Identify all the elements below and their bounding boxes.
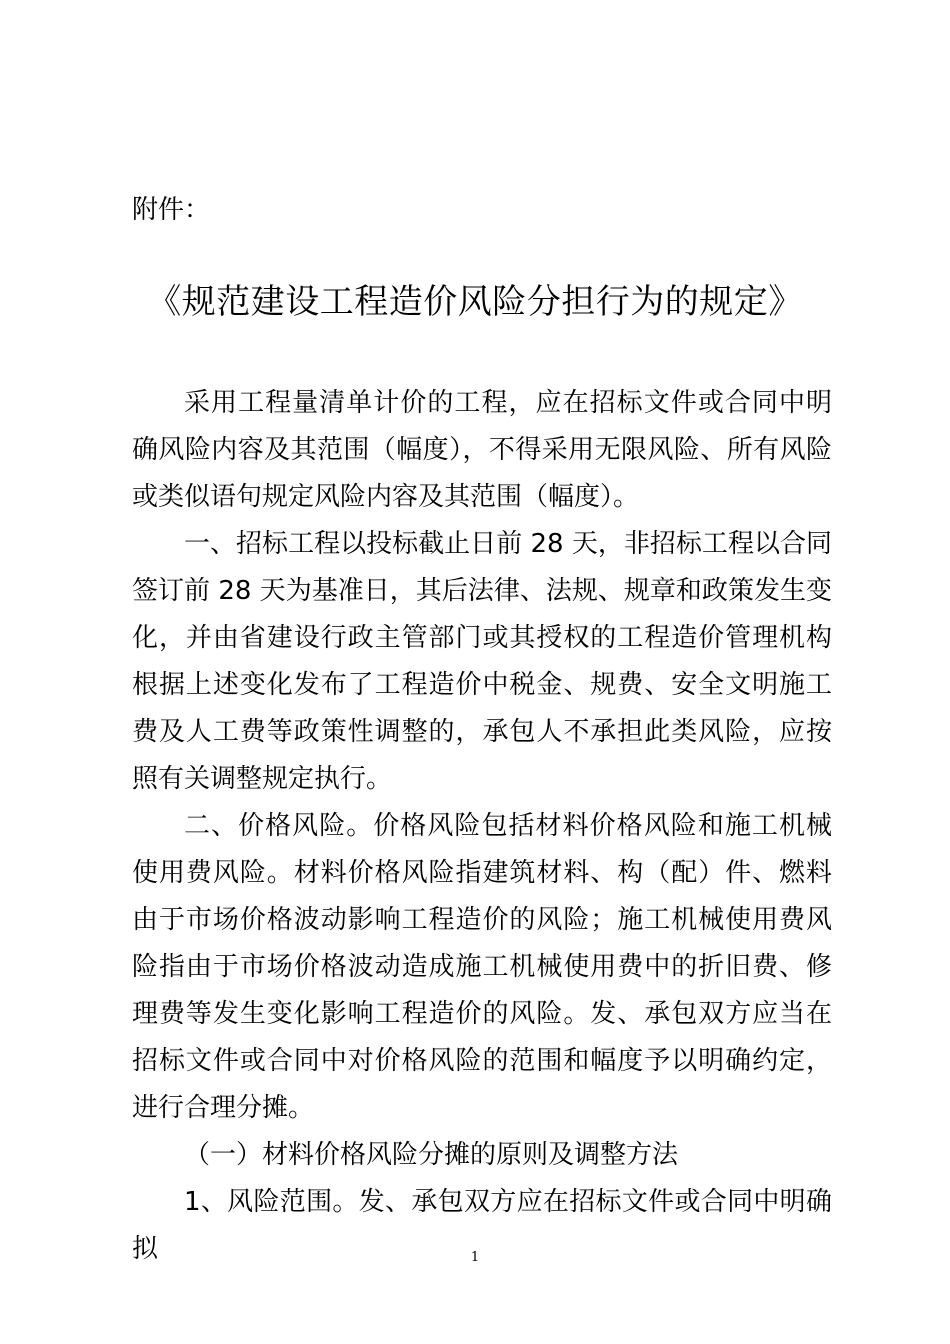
paragraph-section-2: 二、价格风险。价格风险包括材料价格风险和施工机械使用费风险。材料价格风险指建筑材料、构（配）件、燃料由于市场价格波动影响工程造价的风险；施工机械使用费风险指由于市场价格波动造成施工机械使用费中的折旧费、修理费等发生变化影响工程造价的风险。发、承包双方应当在招标文件或合同中对价格风险的范围和幅度予以明确约定，进行合理分摊。 bbox=[132, 811, 832, 1123]
page-number: 1 bbox=[470, 1250, 480, 1265]
paragraph-section-1: 一、招标工程以投标截止日前 28 天，非招标工程以合同签订前 28 天为基准日，其后法律、法规、规章和政策发生变化，并由省建设行政主管部门或其授权的工程造价管理机构根据上述变化发布了工程造价中税金、规费、安全文明施工费及人工费等政策性调整的，承包人不承担此类风险，应按照有关调整规定执行。 bbox=[132, 529, 832, 794]
document-body bbox=[132, 380, 832, 1273]
document-title: 《规范建设工程造价风险分担行为的规定》 bbox=[147, 282, 803, 322]
paragraph-intro: 采用工程量清单计价的工程，应在招标文件或合同中明确风险内容及其范围（幅度），不得采用无限风险、所有风险或类似语句规定风险内容及其范围（幅度）。 bbox=[132, 388, 832, 512]
paragraph-subheading-1: （一）材料价格风险分摊的原则及调整方法 bbox=[184, 1140, 679, 1170]
paragraph-item-1: 1、风险范围。发、承包双方应在招标文件或合同中明确拟 bbox=[132, 1187, 832, 1264]
attachment-label: 附件： bbox=[132, 195, 211, 225]
